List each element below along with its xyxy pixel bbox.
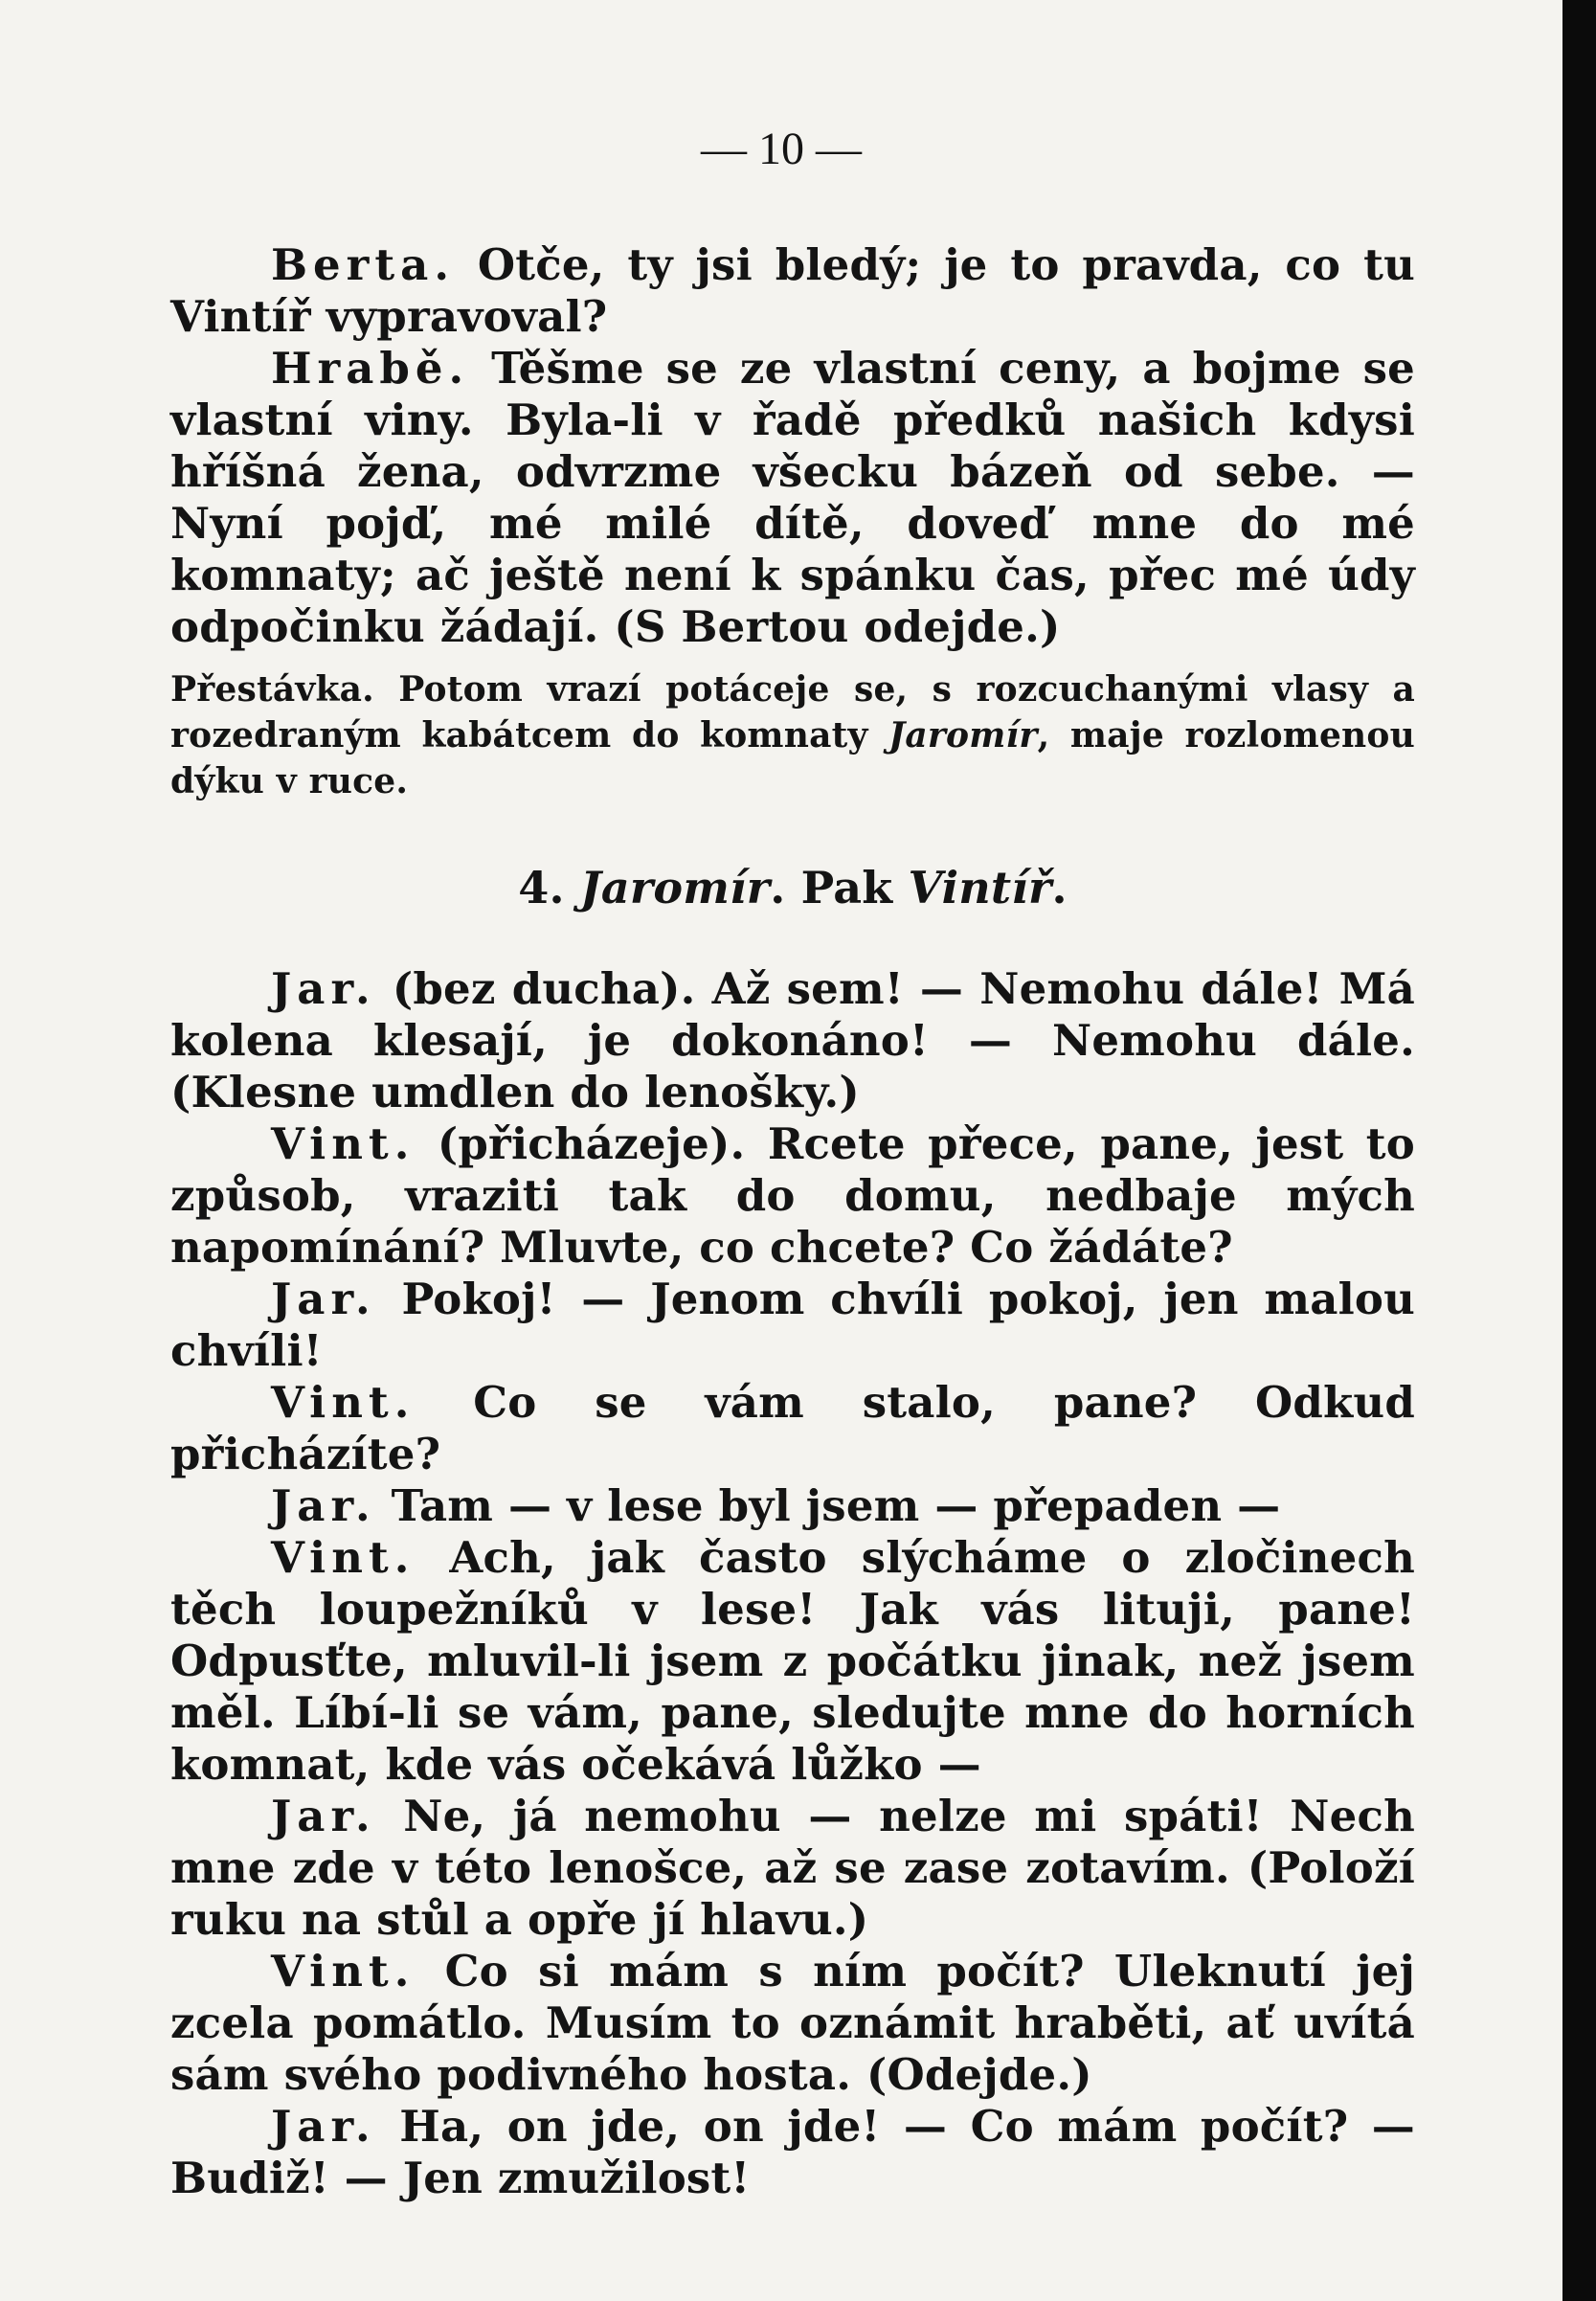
speech-text: (bez ducha). Až sem! — Nemohu dále! Má kolena klesají, je dokonáno! — Nemohu dále. (Klesne umdlen do lenošky.) — [170, 963, 1415, 1117]
speaker-name: Vint. — [271, 1118, 416, 1169]
paragraph-hrabe — [170, 343, 1415, 653]
stage-direction — [170, 666, 1415, 804]
speech-text: Těšme se ze vlastní ceny, a bojme se vlastní viny. Byla-li v řadě předků našich kdysi hříšná žena, odvrzme všecku bázeň od sebe. — Nyní pojď, mé milé dítě, doveď mne do mé komnaty; ač ještě není k spánku čas, přec mé údy odpočinku žádají. (S Bertou odejde.) — [170, 343, 1415, 652]
dialogue-line — [170, 1274, 1415, 1377]
speaker-name: Berta. — [271, 239, 455, 290]
speaker-name: Hrabě. — [271, 343, 470, 394]
speaker-name: Jar. — [271, 963, 376, 1014]
speech-text: Pokoj! — Jenom chvíli pokoj, jen malou chvíli! — [170, 1274, 1415, 1376]
speech-text: Co se vám stalo, pane? Odkud přicházíte? — [170, 1377, 1415, 1479]
speech-text: (přicházeje). Rcete přece, pane, jest to způsob, vraziti tak do domu, nedbaje mých napomínání? Mluvte, co chcete? Co žádáte? — [170, 1118, 1415, 1273]
speaker-name: Vint. — [271, 1377, 416, 1428]
scene-character-1: Jaromír — [579, 862, 771, 914]
page-text — [170, 239, 1415, 2204]
scan-border — [1562, 0, 1596, 2301]
scene-heading-end: . — [1051, 862, 1068, 914]
speech-text: Ach, jak často slýcháme o zločinech těch loupežníků v lese! Jak vás lituji, pane! Odpusťte, mluvil-li jsem z počátku jinak, než jsem měl. Líbí-li se vám, pane, sledujte mne do horních komnat, kde vás očekává lůžko — — [170, 1532, 1415, 1790]
paragraph-berta — [170, 239, 1415, 343]
stage-direction-text-end: , maje rozlomenou dýku v ruce. — [170, 715, 1416, 801]
dialogue-line — [170, 1118, 1415, 1274]
dialogue-line — [170, 2101, 1415, 2204]
dialogue-line — [170, 1532, 1415, 1791]
scene-number: 4. — [518, 862, 565, 914]
scene-heading-middle: . Pak — [770, 862, 909, 914]
speaker-name: Jar. — [271, 1791, 376, 1841]
speaker-name: Jar. — [271, 1274, 376, 1324]
dialogue-line — [170, 1377, 1415, 1480]
dialogue-line — [170, 963, 1415, 1118]
dialogue-line — [170, 1946, 1415, 2101]
speech-text: Ha, on jde, on jde! — Co mám počít? — Budiž! — Jen zmužilost! — [170, 2101, 1415, 2203]
stage-direction-text: Přestávka. Potom vrazí potáceje se, s rozcuchanými vlasy a rozedraným kabátcem do komnaty — [170, 669, 1415, 756]
speech-text: Tam — v lese byl jsem — přepaden — — [375, 1480, 1281, 1531]
speaker-name: Jar. — [271, 2101, 376, 2152]
speech-text: Otče, ty jsi bledý; je to pravda, co tu Vintíř vypravoval? — [170, 239, 1415, 342]
scene-character-2: Vintíř — [908, 862, 1052, 914]
stage-direction-name: Jaromír — [888, 715, 1038, 756]
speaker-name: Vint. — [271, 1946, 416, 1996]
page-number: — 10 — — [701, 124, 862, 174]
speaker-name: Jar. — [271, 1480, 376, 1531]
speaker-name: Vint. — [271, 1532, 416, 1583]
dialogue-line — [170, 1791, 1415, 1946]
speech-text: Co si mám s ním počít? Uleknutí jej zcela pomátlo. Musím to oznámit hraběti, ať uvítá sám svého podivného hosta. (Odejde.) — [170, 1946, 1415, 2100]
speech-text: Ne, já nemohu — nelze mi spáti! Nech mne zde v této lenošce, až se zase zotavím. (Položí ruku na stůl a opře jí hlavu.) — [170, 1791, 1415, 1945]
scene-heading — [170, 862, 1415, 914]
dialogue-line — [170, 1480, 1415, 1532]
